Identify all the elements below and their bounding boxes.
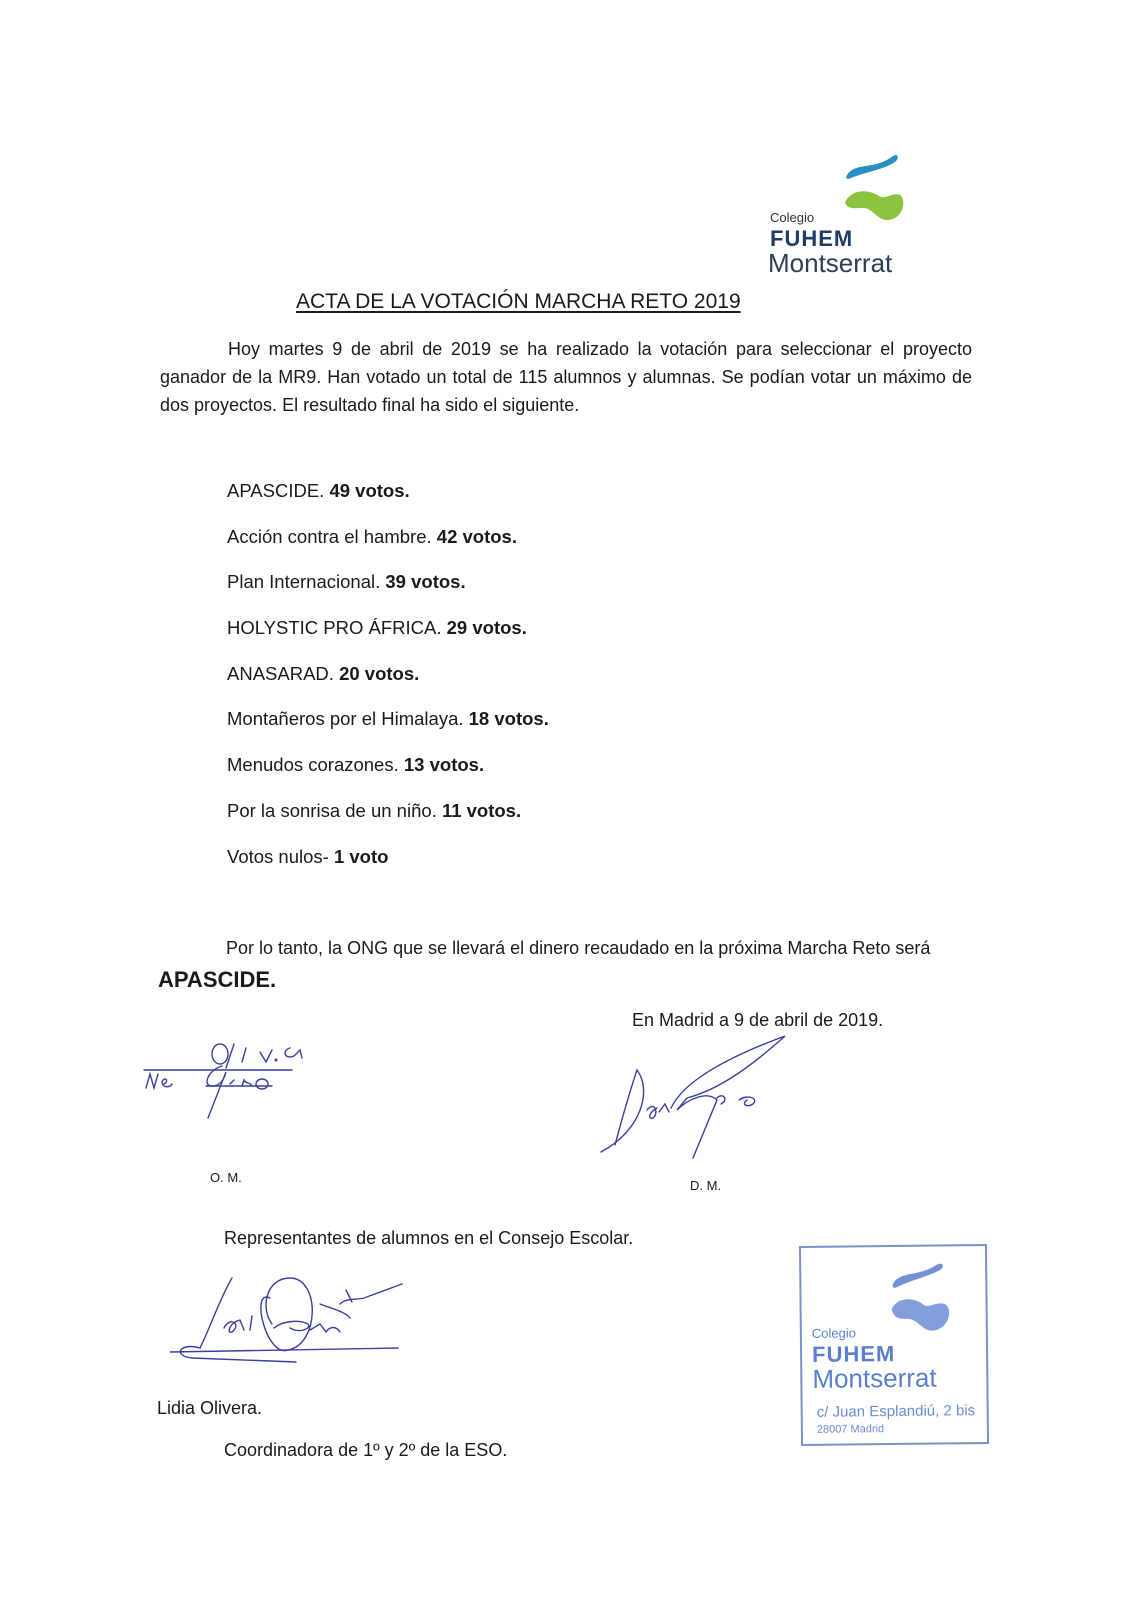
result-item: [227, 708, 549, 754]
result-item: [227, 571, 549, 617]
result-name: ANASARAD.: [227, 662, 340, 684]
result-item: [227, 480, 549, 526]
logo-montserrat-label: Montserrat: [768, 248, 893, 278]
stamp-fuhem-label: FUHEM: [811, 1340, 896, 1367]
result-votes: 11 votos.: [441, 799, 522, 821]
place-date: En Madrid a 9 de abril de 2019.: [632, 1010, 884, 1030]
result-name: APASCIDE.: [227, 480, 330, 501]
right-signature-icon: [597, 1030, 797, 1170]
result-votes: 1 voto: [333, 845, 389, 867]
intro-paragraph: [160, 335, 972, 419]
result-item: [227, 800, 549, 846]
result-name: Por la sonrisa de un niño.: [227, 799, 442, 821]
school-stamp: [799, 1244, 989, 1446]
result-votes: 20 votos.: [339, 662, 420, 684]
conclusion-text: Por lo tanto, la ONG que se llevará el dinero recaudado en la próxima Marcha Reto será: [226, 938, 931, 958]
result-name: Votos nulos-: [227, 845, 334, 867]
winner-name: APASCIDE.: [158, 967, 277, 992]
stamp-montserrat-label: Montserrat: [812, 1362, 937, 1394]
signer-role: Coordinadora de 1º y 2º de la ESO.: [224, 1440, 508, 1460]
conclusion-paragraph: [158, 933, 948, 997]
signer-name: Lidia Olivera.: [157, 1398, 263, 1418]
stamp-address: c/ Juan Esplandiú, 2 bis: [816, 1402, 976, 1421]
logo-fuhem-label: FUHEM: [770, 226, 854, 251]
result-votes: 29 votos.: [446, 617, 527, 639]
left-signature-icon: [142, 1040, 332, 1150]
stamp-zip: 28007 Madrid: [816, 1423, 885, 1436]
result-votes: 42 votos.: [436, 525, 517, 547]
result-item: [227, 526, 549, 572]
result-votes: 18 votos.: [468, 708, 549, 730]
result-votes: 13 votos.: [403, 754, 485, 776]
result-name: HOLYSTIC PRO ÁFRICA.: [227, 617, 447, 639]
result-name: Menudos corazones.: [227, 754, 404, 776]
right-initials: D. M.: [690, 1178, 722, 1193]
intro-text: Hoy martes 9 de abril de 2019 se ha realizado la votación para seleccionar el proyecto ganador de la MR9. Han votado un total de 115 alumnos y alumnas. Se podían votar un máximo de dos proyectos. El resultado final ha sido el siguiente.: [160, 339, 972, 415]
result-item: [227, 754, 549, 800]
result-item: [227, 663, 549, 709]
result-name: Montañeros por el Himalaya.: [227, 708, 469, 730]
results-list: [227, 480, 549, 891]
signer-signature-icon: [170, 1268, 410, 1398]
result-item: [227, 846, 549, 892]
result-votes: 39 votos.: [385, 571, 466, 593]
representatives-text: Representantes de alumnos en el Consejo Escolar.: [224, 1228, 634, 1248]
stamp-logo-icon: [887, 1256, 968, 1337]
stamp-colegio-label: Colegio: [811, 1325, 857, 1341]
result-name: Plan Internacional.: [227, 571, 386, 593]
logo-colegio-label: Colegio: [770, 210, 815, 225]
result-votes: 49 votos.: [329, 480, 410, 501]
result-item: [227, 617, 549, 663]
fuhem-logo-icon: [845, 150, 905, 225]
left-initials: O. M.: [210, 1170, 242, 1185]
result-name: Acción contra el hambre.: [227, 525, 437, 547]
document-title: ACTA DE LA VOTACIÓN MARCHA RETO 2019: [296, 290, 741, 313]
